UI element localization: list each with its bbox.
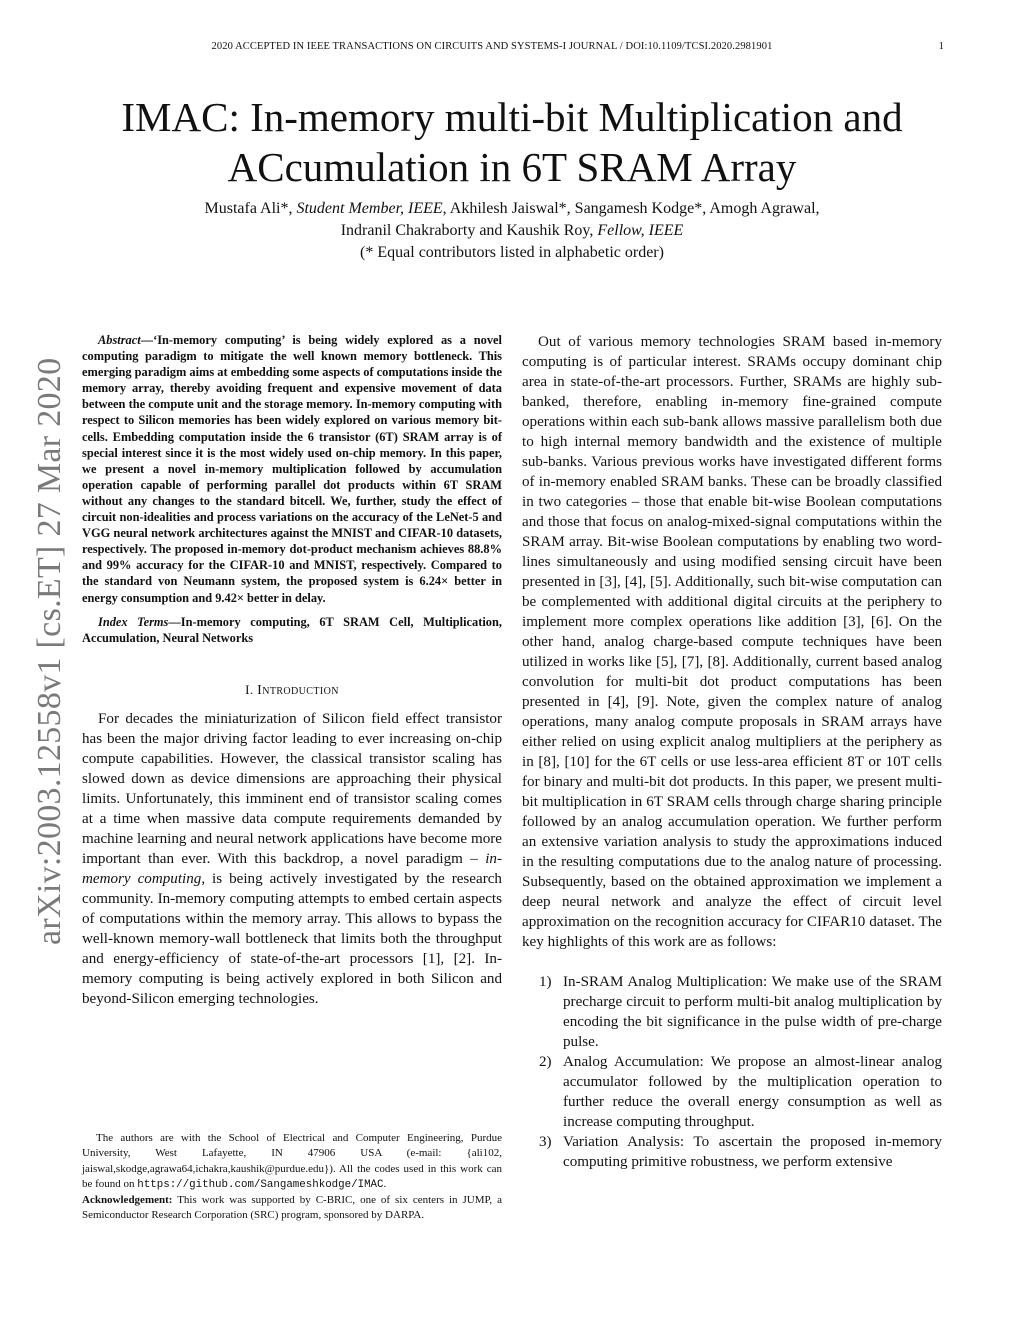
paper-title [60,92,964,192]
intro-p1-part-a: For decades the miniaturization of Silicon field effect transistor has been the major driving factor leading to ever increasing on-chip compute capabilities. However, the classical transistor scaling has slowed down as device dimensions are approaching their physical limits. Unfortunately, this imminent end of transistor scaling comes at a time when massive data compute requirements demanded by machine learning and neural network applications have become more important than ever. With this backdrop, a novel paradigm – [82,710,502,867]
contribution-list [522,972,942,1172]
author-names-1b: , Akhilesh Jaiswal*, Sangamesh Kodge*, Amogh Agrawal, [442,200,820,217]
running-header [80,41,944,57]
author-role-2: Fellow, IEEE [597,222,684,239]
abstract [82,332,502,606]
authors-line-1 [80,198,944,220]
ack-text: This work was supported by C-BRIC, one of six centers in JUMP, a Semiconductor Research Corporation (SRC) program, sponsored by DARPA. [82,1194,502,1222]
list-item-number: 1) [539,974,552,990]
section-title: Introduction [257,682,339,698]
list-item [522,1052,942,1132]
running-head: 2020 ACCEPTED IN IEEE TRANSACTIONS ON CIRCUITS AND SYSTEMS-I JOURNAL / DOI:10.1109/TCSI.2020.2981901 [211,41,773,52]
authors-note: (* Equal contributors listed in alphabetic order) [360,244,664,261]
arxiv-identifier: arXiv:2003.12558v1 [cs.ET] 27 Mar 2020 [31,357,68,945]
author-names-2a: Indranil Chakraborty and Kaushik Roy, [340,222,598,239]
list-item [522,1132,942,1172]
list-item-text: Variation Analysis: To ascertain the proposed in-memory computing primitive robustness, we perform extensive [563,1134,942,1170]
affiliation-end: . [383,1177,387,1190]
footnote-block [82,1131,502,1224]
title-line-2: ACcumulation in 6T SRAM Array [227,144,797,190]
left-column [82,332,502,1009]
section-heading-introduction [82,682,502,699]
abstract-text: —‘In-memory computing’ is being widely explored as a novel computing paradigm to mitigate the well known memory bottleneck. This emerging paradigm aims at embedding some aspects of computations inside the memory array, thereby avoiding frequent and expensive movement of data between the compute unit and the storage memory. In-memory computing with respect to Silicon memories has been widely explored on various memory bit-cells. Embedding computation inside the 6 transistor (6T) SRAM array is of special interest since it is the most widely used on-chip memory. In this paper, we present a novel in-memory multiplication followed by accumulation operation capable of performing parallel dot products within 6T SRAM without any changes to the standard bitcell. We, further, study the effect of circuit non-idealities and process variations on the accuracy of the LeNet-5 and VGG neural network architectures against the MNIST and CIFAR-10 datasets, respectively. The proposed in-memory dot-product mechanism achieves 88.8% and 99% accuracy for the CIFAR-10 and MNIST, respectively. Compared to the standard von Neumann system, the proposed system is 6.24× better in energy consumption and 9.42× better in delay. [82,333,502,605]
intro-p1-part-b: , is being actively investigated by the research community. In-memory computing attempts to embed certain aspects of computations within the memory array. This allows to bypass the well-known memory-wall bottleneck that limits both the throughput and energy-efficiency of state-of-the-art processors [1], [2]. In-memory computing is being actively explored in both Silicon and beyond-Silicon emerging technologies. [82,870,502,1007]
author-block [80,198,944,264]
index-terms [82,614,502,646]
list-item-text: In-SRAM Analog Multiplication: We make use of the SRAM precharge circuit to perform multi-bit analog multiplication by encoding the bit significance in the pulse width of pre-charge pulse. [563,974,942,1050]
intro-paragraph-2: Out of various memory technologies SRAM based in-memory computing is of particular interest. SRAMs occupy dominant chip area in state-of-the-art processors. Further, SRAMs are highly sub-banked, therefore, enabling in-memory fine-grained compute operations within each sub-bank allows massive parallelism both due to high internal memory bandwidth and the existence of multiple sub-banks. Various previous works have investigated different forms of in-memory enabled SRAM banks. These can be broadly classified in two categories – those that enable bit-wise Boolean computations and those that focus on analog-mixed-signal computations within the SRAM array. Bit-wise Boolean computations by enabling two word-lines simultaneously and using modified sensing circuit have been presented in [3], [4], [5]. Additionally, such bit-wise computation can be complemented with additional digital circuits at the periphery to implement more complex operations like addition [3], [6]. On the other hand, analog charge-based compute techniques have been utilized in works like [5], [7], [8]. Additionally, current based analog convolution for multi-bit dot product computations has been presented in [4], [9]. Note, given the complex nature of analog operations, many analog compute proposals in SRAM arrays have either relied on using explicit analog multipliers at the periphery as in [8], [10] for the 6T cells or use less-area efficient 8T or 10T cells for binary and multi-bit dot products. In this paper, we present multi-bit multiplication in 6T SRAM cells through charge sharing principle followed by an analog accumulation operation. We further perform an extensive variation analysis to study the approximations induced in the resulting computations due to the analog nature of processing. Subsequently, based on the obtained approximation we implement a deep neural network and analyze the effect of circuit level approximation on the recognition accuracy for CIFAR10 dataset. The key highlights of this work are as follows: [522,334,942,950]
right-column [522,332,942,1172]
affiliation-footnote [82,1131,502,1193]
index-terms-text: —In-memory computing, 6T SRAM Cell, Multiplication, Accumulation, Neural Networks [82,614,502,645]
intro-paragraph-1 [82,709,502,1009]
authors-line-2 [80,220,944,242]
ack-label: Acknowledgement: [82,1194,173,1207]
intro-p1-emphasis: in-memory computing [82,850,502,887]
list-item-number: 3) [539,1134,552,1150]
abstract-label: Abstract [98,333,141,347]
author-role-1: Student Member, IEEE [296,200,443,217]
list-item-text: Analog Accumulation: We propose an almost-linear analog accumulator followed by the multiplication operation to further reduce the overall energy consumption as well as increase computing throughput. [563,1054,942,1130]
affiliation-text: The authors are with the School of Electrical and Computer Engineering, Purdue University, West Lafayette, IN 47906 USA (e-mail: {ali102, jaiswal,skodge,agrawa64,ichakra,kaushik@purdue.edu}). All the codes used in this work can be found on [82,1132,502,1190]
page-number: 1 [938,41,944,52]
acknowledgement [82,1193,502,1224]
section-number: I. [245,681,258,697]
author-names-1a: Mustafa Ali*, [204,200,297,217]
list-item [522,972,942,1052]
code-url-link[interactable]: https://github.com/Sangameshkodge/IMAC [137,1178,384,1191]
list-item-number: 2) [539,1054,552,1070]
title-line-1: IMAC: In-memory multi-bit Multiplication and [121,94,903,140]
index-terms-label: Index Terms [98,614,169,629]
